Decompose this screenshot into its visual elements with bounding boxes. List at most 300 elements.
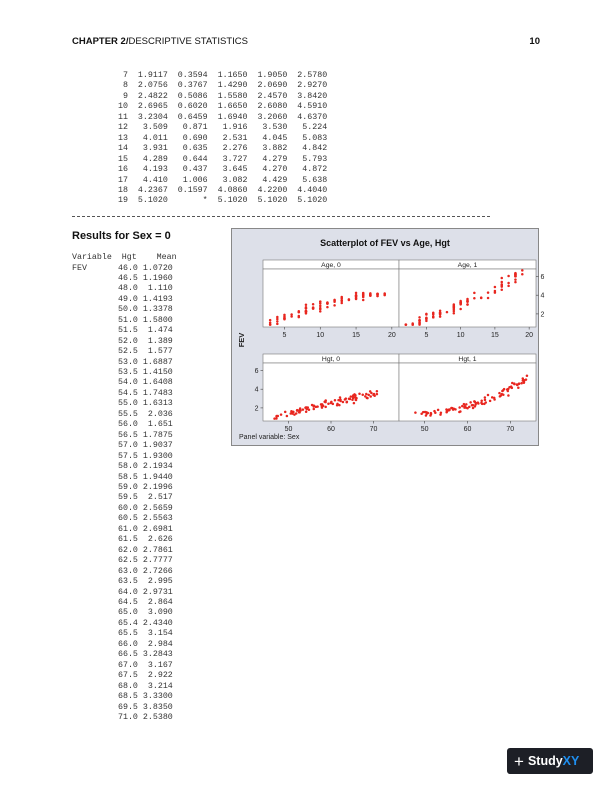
table-cell: 2.6981	[137, 524, 173, 534]
data-point	[463, 403, 466, 406]
table-cell: 51.0	[118, 315, 138, 325]
table-cell: 3.509	[127, 123, 168, 133]
panel-label: Age, 1	[457, 262, 478, 269]
table-cell: 50.0	[118, 305, 138, 315]
table-cell: 17	[118, 175, 128, 185]
table-cell: 3.082	[207, 175, 248, 185]
table-cell: 2.4822	[127, 91, 168, 101]
data-point	[355, 295, 358, 298]
data-point	[311, 404, 314, 407]
table-cell: 58.0	[118, 462, 138, 472]
table-cell: 60.5	[118, 514, 138, 524]
data-point	[292, 411, 295, 414]
table-cell: 0.1597	[167, 185, 208, 195]
table-cell: 5.1020	[127, 196, 168, 206]
data-point	[471, 404, 474, 407]
table-row	[118, 629, 173, 639]
table-cell: 2.0756	[127, 81, 168, 91]
table-cell: 4.410	[127, 175, 168, 185]
table-cell: 68.5	[118, 692, 138, 702]
table-cell: 3.154	[137, 629, 173, 639]
table-cell: 1.9050	[247, 71, 288, 80]
table-cell: 3.214	[137, 681, 173, 691]
data-point	[342, 401, 345, 404]
table-cell: 55.0	[118, 399, 138, 409]
x-tick-label: 5	[282, 332, 287, 339]
plus-icon: +	[514, 751, 524, 771]
table-cell: 2.517	[137, 493, 173, 503]
table-cell: 12	[118, 123, 128, 133]
table-cell: 2.995	[137, 577, 173, 587]
table-cell: 4.842	[287, 144, 328, 154]
data-point	[425, 318, 428, 321]
table-cell: 46.0	[118, 263, 138, 273]
data-point	[510, 385, 513, 388]
data-point	[500, 394, 503, 397]
table-cell: 1.0720	[137, 263, 173, 273]
table-cell: 2.6080	[247, 102, 288, 112]
data-point	[362, 299, 365, 302]
data-point	[491, 396, 494, 399]
x-tick-label: 50	[284, 426, 293, 433]
table-row	[118, 399, 173, 409]
data-point	[458, 411, 461, 414]
table-cell: 7	[118, 71, 128, 80]
table-cell: 4.270	[247, 165, 288, 175]
data-point	[473, 297, 476, 300]
table-row	[118, 295, 173, 305]
table-row	[118, 546, 173, 556]
data-point	[501, 288, 504, 291]
data-point	[319, 305, 322, 308]
table-cell: 53.5	[118, 368, 138, 378]
table-cell: 51.5	[118, 326, 138, 336]
table-cell: 1.4150	[137, 368, 173, 378]
logo-brand-accent: XY	[562, 754, 580, 768]
data-point	[517, 387, 520, 390]
table-cell: 56.0	[118, 420, 138, 430]
chapter-title	[72, 36, 248, 47]
table-cell: 2.9270	[287, 81, 328, 91]
data-point	[502, 393, 505, 396]
table-cell: 67.5	[118, 671, 138, 681]
data-point	[489, 400, 492, 403]
data-point	[326, 306, 329, 309]
data-point	[334, 399, 337, 402]
table-row	[118, 144, 327, 154]
table-cell: 0.3767	[167, 81, 208, 91]
table-cell: 1.6650	[207, 102, 248, 112]
x-tick-label: 5	[424, 332, 429, 339]
panel-label: Age, 0	[321, 262, 341, 269]
data-point	[501, 277, 504, 280]
table-cell: 68.0	[118, 681, 138, 691]
data-point	[340, 302, 343, 305]
table-cell: 0.6459	[167, 112, 208, 122]
data-point	[454, 408, 457, 411]
table-cell: 53.0	[118, 357, 138, 367]
data-point	[305, 310, 308, 313]
data-point	[333, 299, 336, 302]
data-point	[480, 399, 483, 402]
y-tick-label: 4	[540, 292, 545, 300]
data-point	[484, 396, 487, 399]
data-point	[313, 408, 316, 411]
table-row	[118, 113, 327, 123]
table-row	[118, 431, 173, 441]
table-cell: 3.931	[127, 144, 168, 154]
table-row	[118, 264, 173, 274]
table-cell: 69.5	[118, 702, 138, 712]
age-statistics-table	[118, 71, 327, 207]
y-axis-label: FEV	[237, 332, 246, 348]
data-point	[305, 306, 308, 309]
data-point	[440, 412, 443, 415]
table-cell: 1.1650	[207, 71, 248, 80]
data-point	[298, 316, 301, 319]
table-cell: 1.651	[137, 420, 173, 430]
table-row	[118, 71, 327, 81]
data-point	[425, 313, 428, 316]
table-row	[118, 305, 173, 315]
data-point	[526, 374, 529, 377]
table-cell: 2.4570	[247, 91, 288, 101]
x-tick-label: 50	[420, 426, 429, 433]
data-point	[461, 405, 464, 408]
table-row	[118, 608, 173, 618]
data-point	[324, 406, 327, 409]
table-row	[118, 420, 173, 430]
table-row	[118, 535, 173, 545]
data-point	[520, 382, 523, 385]
table-cell: 1.9440	[137, 472, 173, 482]
panel-label: Hgt, 0	[321, 356, 341, 363]
table-cell: 71.0	[118, 712, 138, 722]
table-row	[118, 368, 173, 378]
data-point	[321, 405, 324, 408]
data-point	[276, 323, 279, 326]
table-cell: 5.224	[287, 123, 328, 133]
data-point	[468, 406, 471, 409]
table-cell: 4.2367	[127, 185, 168, 195]
table-cell: 0.690	[167, 133, 208, 143]
data-point	[383, 293, 386, 296]
data-point	[522, 377, 525, 380]
table-row	[118, 661, 173, 671]
table-cell: 66.5	[118, 650, 138, 660]
data-point	[369, 293, 372, 296]
table-cell: 1.577	[137, 347, 173, 357]
table-cell: 5.638	[287, 175, 328, 185]
scatterplot-fev-vs-age-hgt	[231, 228, 545, 446]
results-title: Results for Sex = 0	[72, 230, 171, 242]
data-point	[376, 390, 379, 393]
table-cell: 0.6020	[167, 102, 208, 112]
table-cell: 1.9037	[137, 441, 173, 451]
table-cell: 8	[118, 81, 128, 91]
data-point	[277, 415, 280, 418]
data-point	[284, 411, 287, 414]
data-point	[312, 306, 315, 309]
table-cell: 4.429	[247, 175, 288, 185]
data-point	[514, 274, 517, 277]
data-point	[463, 406, 466, 409]
data-point	[340, 296, 343, 299]
data-point	[480, 297, 483, 300]
table-cell: 2.036	[137, 409, 173, 419]
table-cell: 56.5	[118, 430, 138, 440]
table-cell: 1.6887	[137, 357, 173, 367]
table-row	[118, 102, 327, 112]
data-point	[521, 269, 524, 272]
data-point	[319, 300, 322, 303]
data-point	[316, 405, 319, 408]
table-cell: 2.1934	[137, 462, 173, 472]
table-cell: 1.6940	[207, 112, 248, 122]
data-point	[483, 403, 486, 406]
panel-plot-area	[263, 363, 399, 421]
table-cell: 19	[118, 196, 128, 206]
table-cell: 65.0	[118, 608, 138, 618]
data-point	[424, 411, 427, 414]
table-cell: 1.9117	[127, 71, 168, 80]
data-point	[469, 401, 472, 404]
data-point	[458, 406, 461, 409]
table-cell: 2.531	[207, 133, 248, 143]
table-cell: 63.5	[118, 577, 138, 587]
data-point	[269, 323, 272, 326]
table-cell: 46.5	[118, 273, 138, 283]
section-divider	[72, 216, 490, 217]
table-row	[118, 186, 327, 196]
data-point	[507, 285, 510, 288]
data-point	[299, 407, 302, 410]
data-point	[514, 278, 517, 281]
table-row	[118, 155, 327, 165]
table-row	[118, 410, 173, 420]
data-point	[453, 303, 456, 306]
y-tick-label: 6	[540, 273, 545, 281]
table-cell: 1.6408	[137, 378, 173, 388]
panel-plot-area	[399, 363, 536, 421]
data-point	[355, 398, 358, 401]
data-point	[332, 403, 335, 406]
table-cell: 1.6313	[137, 399, 173, 409]
table-row	[118, 92, 327, 102]
data-point	[501, 281, 504, 284]
table-row	[118, 504, 173, 514]
table-cell: 0.635	[167, 144, 208, 154]
table-cell: 1.1960	[137, 273, 173, 283]
data-point	[366, 397, 369, 400]
data-point	[283, 318, 286, 321]
data-point	[269, 319, 272, 322]
table-cell: 2.5563	[137, 514, 173, 524]
data-point	[290, 313, 293, 316]
table-cell: 2.5780	[287, 71, 328, 80]
data-point	[430, 412, 433, 415]
table-cell: 61.5	[118, 535, 138, 545]
data-point	[434, 412, 437, 415]
data-point	[369, 395, 372, 398]
data-point	[432, 315, 435, 318]
data-point	[439, 312, 442, 315]
data-point	[487, 291, 490, 294]
table-cell: 3.8350	[137, 702, 173, 712]
table-cell: 65.4	[118, 618, 138, 628]
table-row	[118, 713, 173, 723]
variable-name: FEV	[72, 263, 87, 273]
table-cell: 52.5	[118, 347, 138, 357]
results-column-headers	[72, 253, 177, 263]
data-point	[344, 398, 347, 401]
table-cell: 4.193	[127, 165, 168, 175]
table-cell: 5.083	[287, 133, 328, 143]
data-point	[298, 310, 301, 313]
table-cell: 4.289	[127, 154, 168, 164]
data-point	[333, 304, 336, 307]
table-row	[118, 598, 173, 608]
table-cell: 1.7483	[137, 388, 173, 398]
data-point	[484, 399, 487, 402]
table-cell: 60.0	[118, 503, 138, 513]
data-point	[324, 399, 327, 402]
table-cell: 4.0860	[207, 185, 248, 195]
table-cell: 2.864	[137, 598, 173, 607]
x-tick-label: 60	[463, 426, 472, 433]
data-point	[459, 308, 462, 311]
data-point	[305, 411, 308, 414]
table-cell: 4.5910	[287, 102, 328, 112]
table-cell: 11	[118, 112, 128, 122]
data-point	[432, 313, 435, 316]
data-point	[506, 388, 509, 391]
table-cell: *	[167, 196, 208, 206]
table-cell: 3.530	[247, 123, 288, 133]
table-cell: 49.0	[118, 294, 138, 304]
table-cell: 4.2200	[247, 185, 288, 195]
table-cell: 62.0	[118, 545, 138, 555]
table-cell: 57.5	[118, 451, 138, 461]
data-point	[304, 407, 307, 410]
data-point	[286, 415, 289, 418]
data-point	[340, 300, 343, 303]
data-point	[472, 407, 475, 410]
table-cell: 0.3594	[167, 71, 208, 80]
data-point	[477, 401, 480, 404]
data-point	[494, 291, 497, 294]
table-cell: 4.011	[127, 133, 168, 143]
table-cell: 1.4193	[137, 294, 173, 304]
table-cell: 0.5086	[167, 91, 208, 101]
table-row	[118, 577, 173, 587]
data-point	[339, 396, 342, 399]
table-cell: 2.1996	[137, 483, 173, 493]
table-cell: 57.0	[118, 441, 138, 451]
table-row	[118, 452, 173, 462]
table-cell: 18	[118, 185, 128, 195]
data-point	[365, 393, 368, 396]
x-tick-label: 70	[506, 426, 515, 433]
data-point	[507, 275, 510, 278]
data-point	[465, 403, 468, 406]
table-row	[118, 567, 173, 577]
data-point	[367, 394, 370, 397]
panel-variable-note: Panel variable: Sex	[239, 434, 300, 441]
chapter-label: CHAPTER 2/	[72, 36, 129, 47]
data-point	[312, 303, 315, 306]
table-row	[118, 81, 327, 91]
table-cell: 2.984	[137, 639, 173, 649]
hgt-header: Hgt	[121, 253, 137, 262]
table-cell: 58.5	[118, 472, 138, 482]
data-point	[361, 394, 364, 397]
table-cell: 64.5	[118, 598, 138, 607]
table-row	[118, 671, 173, 681]
data-point	[501, 283, 504, 286]
data-point	[348, 299, 351, 302]
data-point	[319, 308, 322, 311]
table-cell: 1.3378	[137, 305, 173, 315]
x-tick-label: 15	[352, 332, 360, 339]
x-tick-label: 20	[525, 332, 534, 339]
y-tick-label: 6	[254, 367, 259, 375]
y-tick-label: 2	[540, 311, 545, 319]
table-cell: 3.167	[137, 660, 173, 670]
page-number: 10	[529, 36, 540, 47]
table-cell: 2.5380	[137, 712, 173, 722]
table-row	[118, 588, 173, 598]
x-tick-label: 10	[456, 332, 465, 339]
chart-title: Scatterplot of FEV vs Age, Hgt	[320, 238, 450, 248]
table-cell: 5.793	[287, 154, 328, 164]
table-row	[118, 134, 327, 144]
table-row	[118, 692, 173, 702]
table-cell: 16	[118, 165, 128, 175]
table-cell: 1.4290	[207, 81, 248, 91]
data-point	[429, 414, 432, 417]
table-cell: 1.389	[137, 336, 173, 346]
data-point	[521, 273, 524, 276]
data-point	[273, 417, 276, 420]
data-point	[352, 394, 355, 397]
data-point	[364, 395, 367, 398]
table-row	[118, 493, 173, 503]
table-cell: 62.5	[118, 556, 138, 566]
table-cell: 2.6965	[127, 102, 168, 112]
data-point	[459, 301, 462, 304]
table-cell: 1.7875	[137, 430, 173, 440]
table-row	[118, 165, 327, 175]
mean-header: Mean	[136, 253, 177, 262]
data-point	[405, 323, 408, 326]
table-row	[118, 284, 173, 294]
data-point	[302, 408, 305, 411]
x-tick-label: 60	[327, 426, 335, 433]
table-cell: 67.0	[118, 660, 138, 670]
data-point	[453, 312, 456, 315]
data-point	[502, 389, 505, 392]
x-tick-label: 70	[369, 426, 378, 433]
table-row	[118, 123, 327, 133]
data-point	[487, 394, 490, 397]
table-cell: 2.7777	[137, 556, 173, 566]
table-cell: 2.9731	[137, 587, 173, 597]
data-point	[523, 381, 526, 384]
data-point	[337, 399, 340, 402]
section-label: DESCRIPTIVE STATISTICS	[128, 36, 248, 47]
data-point	[507, 282, 510, 285]
